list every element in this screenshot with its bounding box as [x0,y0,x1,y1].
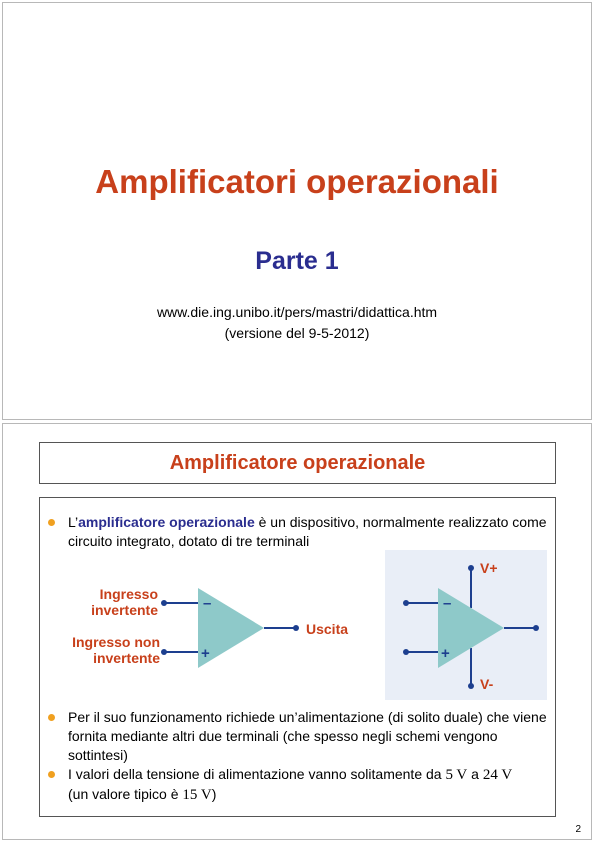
terminal-dot [468,683,474,689]
voltage-value: 24 V [482,767,513,783]
slide-subtitle: Parte 1 [255,247,339,275]
vplus-label: V+ [480,560,498,576]
bullet-text: L’ [68,514,79,530]
plus-sign: + [441,645,450,662]
opamp-symbol-1 [161,588,299,668]
bullet-text: ) [211,786,217,802]
bullet-dot-icon [48,771,55,778]
bullet-item [48,765,548,805]
terminal-dot [293,625,299,631]
minus-sign: – [443,595,452,612]
bullet-text: a [467,766,483,782]
highlight-term: amplificatore operazionale [78,514,255,530]
voltage-value: 5 V [445,767,468,783]
voltage-value: 15 V [182,787,212,803]
title-slide [2,2,592,420]
output-label: Uscita [306,621,349,637]
bullet-text: I valori della tensione di alimentazione vanno solitamente da [68,766,446,782]
terminal-dot [403,649,409,655]
terminal-dot [468,565,474,571]
bullet-text: (un valore tipico è [68,786,183,802]
terminal-dot [403,600,409,606]
bullet-text: è un dispositivo, normalmente realizzato come circuito integrato, dotato di tre terminali [68,514,547,549]
page-number: 2 [575,824,581,835]
terminal-dot [161,600,167,606]
version-text: (versione del 9-5-2012) [224,325,370,341]
course-url: www.die.ing.unibo.it/pers/mastri/didattica.htm [156,304,438,320]
noninverting-input-label: Ingresso non invertente [72,634,160,666]
bullet-text: Per il suo funzionamento richiede un’alimentazione (di solito duale) che viene fornita mediante altri due terminali (che spesso negli schemi vengono sottintesi) [68,709,547,763]
vminus-label: V- [480,676,494,692]
minus-sign: – [203,595,212,612]
slide-title: Amplificatori operazionali [95,163,499,200]
slide-heading: Amplificatore operazionale [39,442,556,484]
opamp-symbol-2 [403,565,539,689]
inverting-input-label: Ingresso invertente [91,586,158,618]
terminal-dot [161,649,167,655]
bullet-item [48,708,548,765]
content-slide [2,423,592,840]
terminal-dot [533,625,539,631]
content-box [39,497,556,817]
plus-sign: + [201,645,210,662]
bullet-dot-icon [48,714,55,721]
